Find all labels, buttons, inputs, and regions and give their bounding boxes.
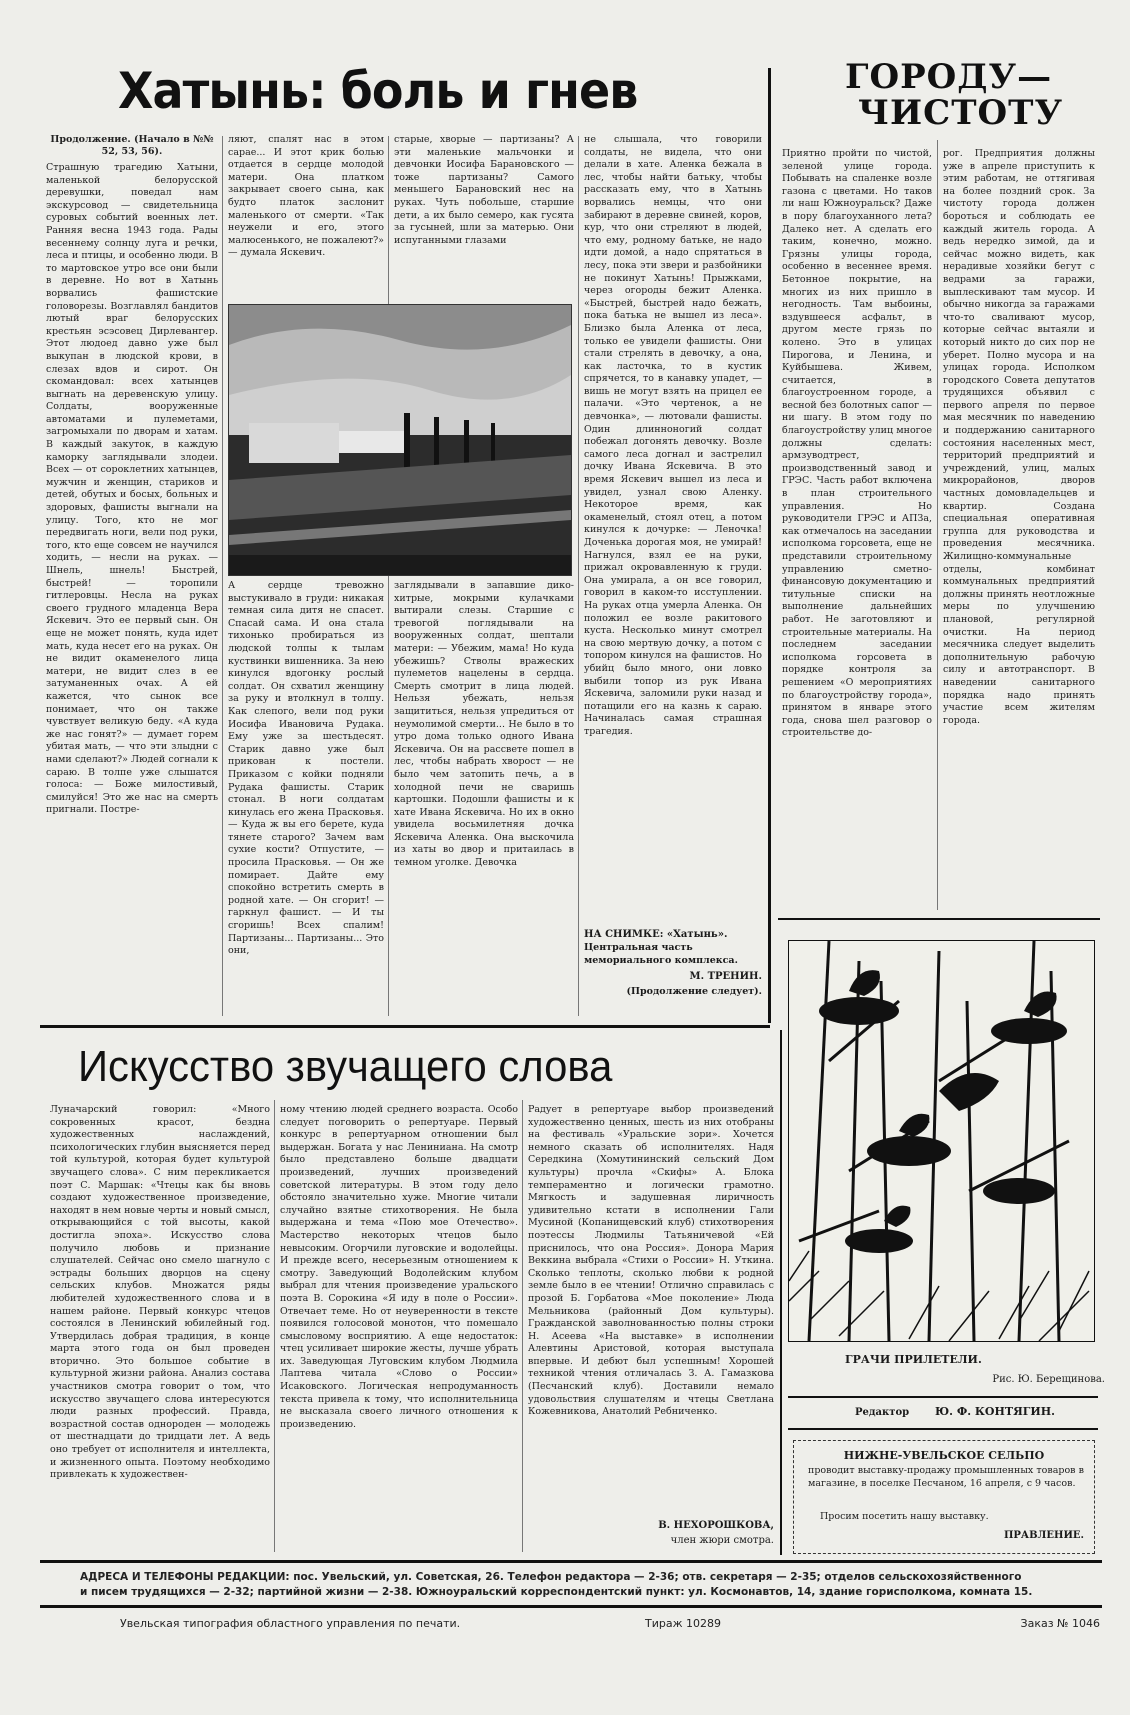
- column-rule-right: [768, 68, 771, 1023]
- article3-column-2: ному чтению людей среднего возраста. Особо следует поговорить о репертуаре. Первый конкурс в репертуарном отношении был выдержан. Богата у нас Лениниана. На смотр было представлено больше двадцати произведений, лучших произведений советской литературы. В этом году дело обстояло значительно хуже. Многие читали случайно взятые стихотворения. Не была выдержана и тема «Пою мое Отечество». Мастерство некоторых чтецов было невысоким. Огорчили луговские и водолейцы. И прежде всего, несерьезным отношением к смотру. Заведующий Водолейским клубом выбрал для чтения произведение уральского поэта В. Сорокина «Я иду в поле о России». Отвечает теме. Но от неуверенности в тексте появился голосовой монотон, что помешало смысловому восприятию. А еще недостаток: чтец усиливает широкие жесты, лучше убрать их. Заведующая Луговским клубом Людмила Лаптева читала «Слово о России» Исаковского. Логическая непродуманность текста привела к тому, что исполнительница не высказала своего личного отношения к произведению.: [280, 1104, 518, 1430]
- article2-headline-top: ГОРОДУ—: [845, 57, 1053, 97]
- article2-column-2: рог. Предприятия должны уже в апреле приступить к этим работам, не оттягивая на более поздний срок. За чистоту города должен бороться и соблюдать ее каждый житель города. А ведь нередко зимой, да и сейчас можно видеть, как нерадивые хозяйки бегут с ведрами за гаражи, выплескивают там мусор. И обычно никогда за гаражами что-то сваливают мусор, которые сейчас вытаяли и который никто до сих пор не уберет. Полно мусора и на улицах города. Исполком городского Совета депутатов трудящихся объявил с первого апреля по первое мая месячник по наведению и поддержанию санитарного состояния населенных мест, территорий предприятий и учреждений, улиц, малых микрорайонов, дворов частных домовладельцев и квартир. Создана специальная оперативная группа для руководства и проведения месячника. Жилищно-коммунальные отделы, комбинат коммунальных предприятий должны принять неотложные меры по улучшению плановой, регулярной очистки. На период месячника следует выделить дополнительную рабочую силу и автотранспорт. В наведении санитарного порядка надо принять участие всем жителям города.: [943, 148, 1095, 726]
- section-rule: [788, 1396, 1098, 1398]
- column-rule: [522, 1100, 523, 1552]
- article-intro: Продолжение. (Начало в №№ 52, 53, 56).: [50, 134, 214, 157]
- footer-address-line-1: АДРЕСА И ТЕЛЕФОНЫ РЕДАКЦИИ: пос. Увельский, ул. Советская, 26. Телефон редактора — 2-36; отв. секретаря — 2-35; отделов сельскохозяйственного: [80, 1571, 1022, 1583]
- article-headline-khatyn: Хатынь: боль и гнев: [118, 62, 638, 120]
- section-rule: [788, 1428, 1098, 1430]
- editor-label: Редактор: [855, 1407, 910, 1418]
- article2-column-1: Приятно пройти по чистой, зеленой улице города. Побывать на спаленке возле газона с цветами. Но таков ли наш Южноуральск? Даже в пору благоуханного лета? Далеко нет. А сделать его таким, конечно, можно. Грязны улицы города, особенно в весеннее время. Бетонное покрытие, на многих из них пришло в негодность. Там выбоины, вздувшееся асфальт, в другом месте грязь по колено. Это в улицах Пирогова, и Ленина, и Куйбышева. Живем, считается, в благоустроенном городе, а весной без болотных сапог — ни шагу. В этом году по благоустройству улиц многое должны сделать: армзуводтрест, производственный завод и ГРЭС. Часть работ включена в план строительного управления. Но руководители ГРЭС и АПЗа, как отмечалось на заседании исполкома горсовета, еще не представили строительному управлению сметно-финансовую документацию и титульные списки на выполнение дальнейших работ. Не заготовляют и строительные материалы. На последнем заседании исполкома горсовета в порядке контроля за решением «О мероприятиях по благоустройству города», принятом в январе этого года, снова шел разговор о строительстве до-: [782, 148, 932, 739]
- article2-headline-bottom: ЧИСТОТУ: [858, 93, 1064, 133]
- ad-text: проводит выставку-продажу промышленных товаров в магазине, в поселке Песчаном, 16 апреля, с 9 часов.: [808, 1465, 1084, 1489]
- column-rule: [937, 140, 938, 910]
- article3-author: В. НЕХОРОШКОВА,: [658, 1520, 774, 1531]
- column-rule: [578, 136, 579, 1016]
- printer-info: Увельская типография областного управления по печати.: [120, 1617, 461, 1630]
- footer-address-line-2: и писем трудящихся — 2-32; партийной жизни — 2-38. Южноуральский корреспондентский пункт: ул. Космонавтов, 14, здание горисполкома, комната 15.: [80, 1586, 1033, 1598]
- ad-signature: ПРАВЛЕНИЕ.: [1003, 1530, 1084, 1541]
- photo-caption-label: НА СНИМКЕ: «Хатынь».: [584, 929, 728, 940]
- article1-column-2-top: ляют, спалят нас в этом сарае... И этот крик болью отдается в сердце молодой матери. Она платком закрывает своего сына, как будто платок заслонит маленького от смерти. «Так неужели и его, этого малюсенького, не пожалеют?» — думала Яскевич.: [228, 134, 384, 259]
- article1-column-3-top: старые, хворые — партизаны? А эти маленькие мальчонки и девчонки Иосифа Барановского — тоже партизаны? Самого меньшего Барановский нес на руках. Чуть побольше, старшие дети, а их было семеро, как гусята за гусыней, шли за матерью. Они испуганными глазами: [394, 134, 574, 246]
- footer-rule-bottom: [40, 1605, 1102, 1608]
- article3-column-3: Радует в репертуаре выбор произведений художественно ценных, шесть из них отобраны на фестиваль «Уральские зори». Хочется немного сказать об исполнителях. Надя Середкина (Хомутининский сельский Дом культуры) прочла «Скифы» А. Блока темпераментно и логически грамотно. Мягкость и задушевная лиричность удивительно кстати в исполнении Гали Мусиной (Копанищевский клуб) стихотворения поэтессы Людмилы Татьяничевой «Ей приснилось, что она Россия». Донора Мария Веккина выбрала «Стихи о России» Н. Уткина. Сколько теплоты, сколько любви к родной земле было в ее чтении! Отлично справилась с прозой Б. Горбатова «Мое поколение» Люда Мельникова (районный Дом культуры). Гражданской заволнованностью полны строки Н. Асеева «На выставке» в исполнении Алевтины Аристовой, которая выступала впервые. И дебют был успешным! Хорошей техникой чтения отличалась З. А. Гамазкова (Песчанский клуб). Доставили немало удовольствия слушателям и чтецы Светлана Кожевникова, Анатолий Ребниченко.: [528, 1104, 774, 1418]
- article3-headline: Искусство звучащего слова: [78, 1042, 613, 1091]
- photo-caption-text: Центральная часть мемориального комплекса.: [584, 942, 738, 966]
- khatyn-memorial-photo: [228, 304, 572, 576]
- article3-column-1: Луначарский говорил: «Много сокровенных красот, бездна художественных наслаждений, психологических глубин выясняется перед той культурой, которая будет культурой звучащего слова». С ним перекликается поэт С. Маршак: «Чтецы как бы вновь создают художественное произведение, находят в нем новые черты и новый смысл, открывающийся с той высоты, какой достигла эпоха». Искусство слова получило любовь и признание слушателей. Сейчас оно смело шагнуло с эстрады больших дворцов на сцену сельских клубов. Множатся ряды любителей художественного слова и в нашем районе. Первый конкурс чтецов состоялся в Ленинский юбилейный год. Утвердилась добрая традиция, в конце марта этого года он был проведен вторично. Это большое событие в культурной жизни района. Анализ состава участников смотра говорит о том, что искусство звучащего слова интересуются люди разных профессий. Правда, возрастной состав однороден — молодежь от шестнадцати до тридцати лет. А ведь оно требует от исполнителя и интеллекта, и жизненного опыта. Поэтому необходимо привлекать к художествен-: [50, 1104, 270, 1481]
- article1-author: М. ТРЕНИН.: [689, 971, 762, 982]
- rooks-woodcut-illustration: [788, 940, 1095, 1342]
- section-rule: [778, 918, 1100, 920]
- column-rule: [388, 136, 389, 1016]
- ad-invite: Просим посетить нашу выставку.: [820, 1511, 989, 1522]
- column-rule-right: [780, 1030, 782, 1555]
- column-rule: [274, 1100, 275, 1552]
- column-rule: [222, 136, 223, 1016]
- section-rule: [40, 1025, 770, 1028]
- illustration-title: ГРАЧИ ПРИЛЕТЕЛИ.: [845, 1353, 982, 1366]
- illustration-credit: Рис. Ю. Берещинова.: [992, 1374, 1105, 1385]
- article3-author-role: член жюри смотра.: [670, 1535, 774, 1546]
- to-be-continued: (Продолжение следует).: [626, 986, 762, 997]
- article1-column-4: не слышала, что говорили солдаты, не видела, что они делали в хате. Аленка бежала в лес, чтобы найти батьку, чтобы рассказать ему, что в Хатынь ворвались немцы, что они забирают в деревне свиней, коров, кур, что они стреляют в людей, что ему, родному батьке, не надо идти домой, а надо спрятаться в лесу, пока эти звери и разбойники не покинут Хатынь! Прыжками, через огороды бежит Аленка. «Быстрей, быстрей надо бежать, пока батька не вышел из леса». Близко была Аленка от леса, только ее увидели фашисты. Они стали стрелять в девочку, а она, как ласточка, то в кустик спрячется, то в канавку упадет, — вишь не могут взять на прицел ее палачи. «Это чертенок, а не девчонка», — лютовали фашисты. Один длинноногий солдат побежал догонять девочку. Возле самого леса догнал и застрелил дочку Ивана Яскевича. В это время Яскевич вышел из леса и увидел, узнал свою Аленку. Некоторое время, как окаменелый, стоял отец, а потом кинулся к дочурке: — Леночка! Доченька дорогая моя, не умирай! Нагнулся, взял ее на руки, прижал окровавленную к груди. Она умирала, а он все говорил, говорил в каком-то исступлении. На руках отца умерла Аленка. Он положил ее возле ракитового куста. Несколько минут смотрел на свою мертвую дочку, а потом с топором кинулся на фашистов. Но убийц было много, они ловко выбили топор из рук Ивана Яскевича, заломили руки назад и потащили его на казнь к сараю. Начиналась самая страшная трагедия.: [584, 134, 762, 737]
- footer-rule-top: [40, 1560, 1102, 1563]
- order-number: Заказ № 1046: [1020, 1617, 1100, 1630]
- article1-column-1: Страшную трагедию Хатыни, маленькой белорусской деревушки, поведал нам экскурсовод — свидетельница суровых событий военных лет. Ранняя весна 1943 года. Рады весеннему солнцу луга и речки, леса и птицы, и особенно люди. В то мартовское утро все они были в деревне. Но вот в Хатынь ворвались фашистские головорезы. Возглавлял бандитов лютый враг белорусских крестьян эсэсовец Дирлевангер. Этот людоед давно уже был выкупан в людской крови, в слезах вдов и сирот. Он скомандовал: всех хатынцев выгнать на деревенскую улицу. Солдаты, вооруженные автоматами и пулеметами, загромыхали по дворам и хатам. В каждый закуток, в каждую каморку заглядывали злодеи. Всех — от сороклетних хатынцев, мужчин и женщин, стариков и детей, обутых и босых, больных и здоровых, фашисты выгнали на улицу. Того, кто не мог передвигать ноги, вели под руки, того, кто еще совсем не научился ходить, — несли на руках. — Шнель, шнель! Быстрей, быстрей! — торопили гитлеровцы. Несла на руках своего грудного младенца Вера Яскевич. Это ее первый сын. Он еще не может понять, куда идет мать, куда несет его на руках. Он не видит окаменелого лица матери, не видит слез в ее затуманенных очах. А ей кажется, что сынок все понимает, что он также чувствует великую беду. «А куда же нас гонят?» — думает горем убитая мать, — что эти злыдни с нами сделают?» Людей согнали к сараю. В толпе уже слышатся голоса: — Боже милостивый, смилуйся! Это же нас на смерть пригнали. Постре-: [46, 162, 218, 816]
- ad-title: НИЖНЕ-УВЕЛЬСКОЕ СЕЛЬПО: [843, 1449, 1045, 1462]
- sale-ad-box: [793, 1440, 1095, 1554]
- article1-column-2-bottom: А сердце тревожно выстукивало в груди: никакая темная сила дитя не спасет. Спасай сама. И она стала тихонько пробираться из людской толпы к тылам куствинки вишенника. За нею кинулся вдогонку рослый солдат. Он схватил женщину за руку и втолкнул в толпу. Как слепого, вели под руки Иосифа Ивановича Рудака. Ему уже за шестьдесят. Старик давно уже был прикован к постели. Приказом с койки подняли Рудака фашисты. Старик стонал. В ноги солдатам кинулась его жена Прасковья. — Куда ж вы его берете, куда тянете старого? Зачем вам сухие кости? Отпустите, — просила Прасковья. — Он же помирает. Дайте ему спокойно встретить смерть в родной хате. — Он сгорит! — гаркнул фашист. — И ты сгоришь! Всех спалим! Партизаны... Партизаны... Это они,: [228, 580, 384, 957]
- article1-column-3-bottom: заглядывали в запавшие дико-хитрые, мокрыми кулачками вытирали слезы. Старшие с тревогой поглядывали на вооруженных солдат, шептали матери: — Убежим, мама! Но куда убежишь? Стволы вражеских пулеметов нацелены в сердца. Смерть смотрит в лица людей. Нельзя убежать, нельзя защититься, нельзя упредиться от неумолимой смерти... Не было в то утро дома только одного Ивана Яскевича. Он на рассвете пошел в лес, чтобы набрать хворост — не было чем затопить печь, а в холодной печи не сваришь картошки. Подошли фашисты и к хате Ивана Яскевича. Но их в окно увидела восьмилетняя дочка Яскевича Аленка. Она выскочила из хаты во двор и притаилась в темном уголке. Девочка: [394, 580, 574, 869]
- circulation: Тираж 10289: [645, 1617, 721, 1630]
- editor-name: Ю. Ф. КОНТЯГИН.: [935, 1405, 1055, 1418]
